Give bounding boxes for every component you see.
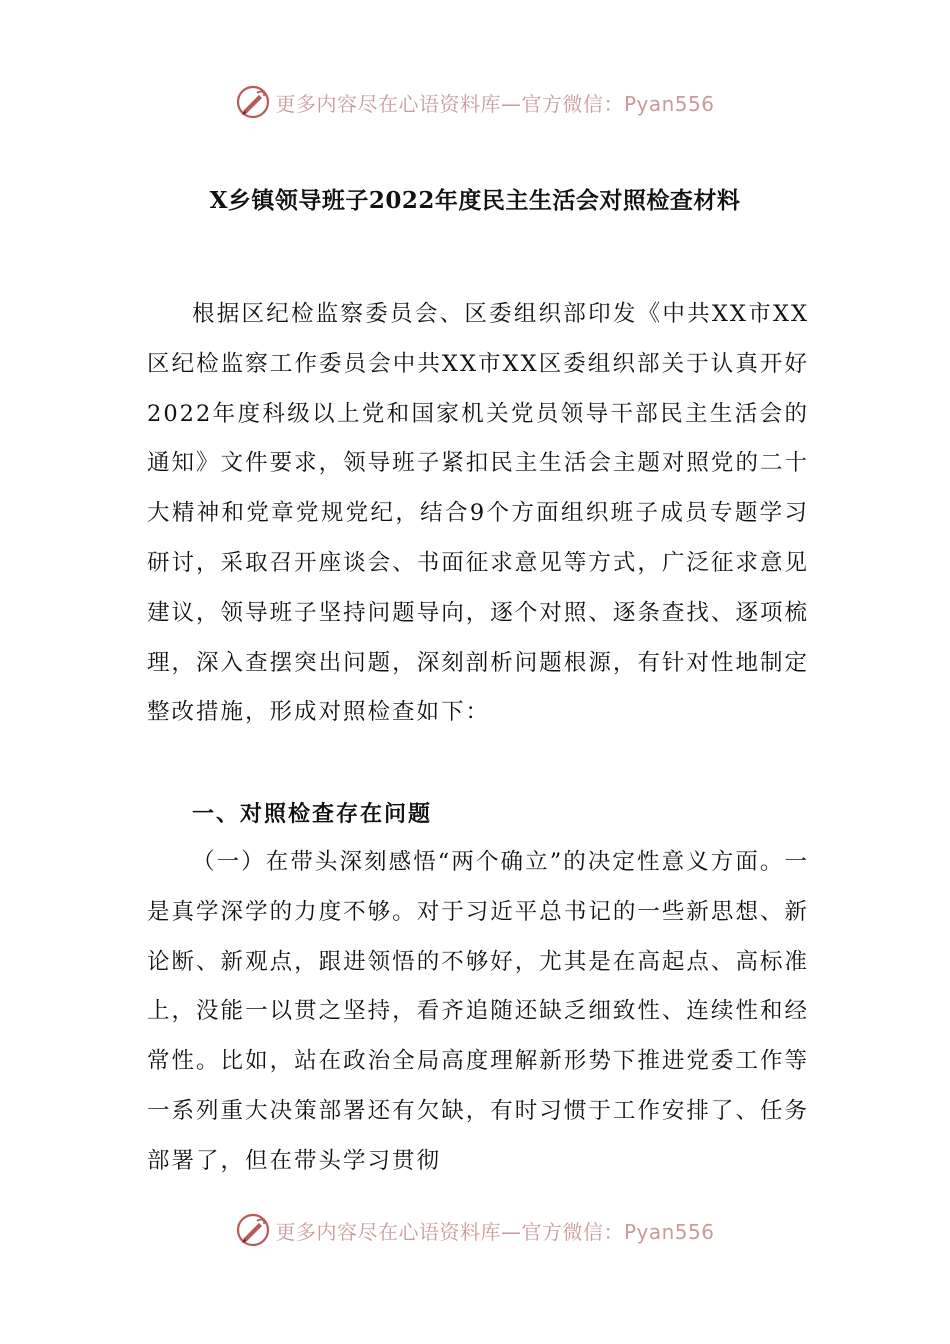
pen-circle-logo-icon: [235, 84, 271, 120]
document-title: X乡镇领导班子2022年度民主生活会对照检查材料: [209, 187, 741, 214]
section-heading: 一、对照检查存在问题: [192, 802, 433, 827]
watermark-text: 更多内容尽在心语资料库—官方微信：Pyan556: [275, 91, 715, 116]
pen-circle-logo-icon: [235, 1212, 271, 1248]
watermark-banner-top: [0, 82, 950, 122]
body-paragraph-section-1: （一）在带头深刻感悟“两个确立”的决定性意义方面。一是真学深学的力度不够。对于习近平总书记的一些新思想、新论断、新观点，跟进领悟的不够好，尤其是在高起点、高标准上，没能一以贯之坚持，看齐追随还缺乏细致性、连续性和经常性。比如，站在政治全局高度理解新形势下推进党委工作等一系列重大决策部署还有欠缺，有时习惯于工作安排了、任务部署了，但在带头学习贯彻: [147, 849, 809, 1174]
body-paragraph-intro: 根据区纪检监察委员会、区委组织部印发《中共XX市XX区纪检监察工作委员会中共XX市XX区委组织部关于认真开好2022年度科级以上党和国家机关党员领导干部民主生活会的通知》文件要求，领导班子紧扣民主生活会主题对照党的二十大精神和党章党规党纪，结合9个方面组织班子成员专题学习研讨，采取召开座谈会、书面征求意见等方式，广泛征求意见建议，领导班子坚持问题导向，逐个对照、逐条查找、逐项梳理，深入查摆突出问题，深刻剖析问题根源，有针对性地制定整改措施，形成对照检查如下：: [147, 301, 809, 726]
watermark-banner-bottom: [0, 1210, 950, 1250]
watermark-text: 更多内容尽在心语资料库—官方微信：Pyan556: [275, 1219, 715, 1244]
